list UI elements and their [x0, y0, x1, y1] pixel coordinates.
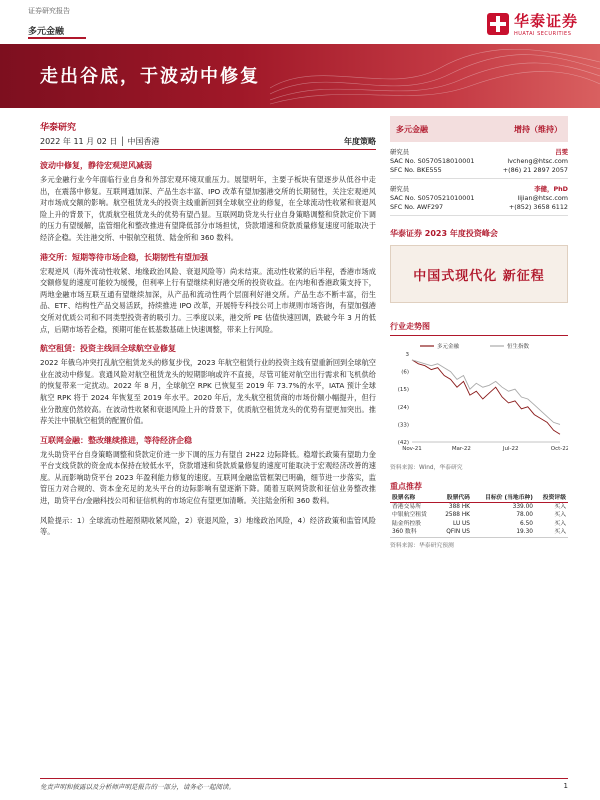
- x-tick-label: Nov-21: [402, 446, 422, 452]
- stock-name: 香港交易所: [392, 504, 421, 510]
- stock-rating: 买入: [535, 528, 568, 537]
- stock-rating: 买入: [554, 520, 566, 527]
- x-tick-label: Jul-22: [502, 446, 519, 452]
- y-tick-label: (24): [397, 404, 409, 411]
- stock-code: LU US: [453, 520, 470, 527]
- section: [40, 435, 376, 507]
- dateline: [40, 136, 376, 147]
- y-tick-label: 3: [405, 352, 409, 358]
- date-place: 2022 年 11 月 02 日 │ 中国香港: [40, 137, 160, 146]
- stock-code: QFIN US: [437, 528, 472, 537]
- section-heading: 港交所：短期等待市场企稳，长期韧性有望加强: [40, 252, 208, 262]
- table-row: [390, 520, 568, 528]
- brand-label: 华泰研究: [40, 123, 77, 133]
- risk-body: 风险提示：1）全球流动性超预期收紧风险，2）衰退风险，3）地缘政治风险，4）经济政策和监管风险等。: [40, 515, 376, 537]
- analyst-email[interactable]: lijian@htsc.com: [517, 194, 568, 202]
- report-kind: 年度策略: [344, 137, 376, 146]
- event-banner-image[interactable]: [390, 245, 568, 303]
- section-heading: 互联网金融：整改继续推进，等待经济企稳: [40, 435, 192, 445]
- legend-label: 恒生指数: [507, 344, 530, 350]
- research-brand: [40, 120, 76, 133]
- x-tick-label: Mar-22: [451, 446, 471, 452]
- trend-divider: [390, 335, 568, 336]
- trend-title: 行业走势图: [390, 322, 430, 331]
- stock-name: 360 数科: [390, 528, 437, 537]
- dateline-divider: [40, 149, 376, 150]
- footer-divider: [40, 778, 568, 779]
- col-header: 投资评级: [535, 495, 568, 503]
- section: [40, 252, 376, 336]
- target-price: 78.00: [516, 512, 533, 519]
- rating: 增持（维持）: [514, 124, 562, 134]
- series-line: [412, 360, 560, 425]
- analyst-sfc: SFC No. AWF297: [390, 203, 444, 211]
- analyst-card: [390, 148, 568, 179]
- industry-trend-chart: [390, 340, 568, 456]
- y-tick-label: (33): [397, 422, 409, 429]
- col-header: 目标价 (当地币种): [472, 495, 535, 503]
- table-row: [390, 511, 568, 519]
- analyst-phone: +(852) 3658 6112: [508, 203, 568, 211]
- chart-source: 资料来源：Wind，华泰研究: [390, 465, 463, 471]
- y-tick-label: (42): [397, 440, 409, 446]
- section: [40, 160, 376, 244]
- picks-source: 资料来源：华泰研究预测: [390, 542, 454, 549]
- sector-tag: 多元金融: [28, 27, 65, 37]
- target-price: 339.00: [512, 504, 533, 510]
- analyst-name: 吕雯: [555, 148, 568, 156]
- risk-note: [40, 515, 376, 538]
- analyst-card: [390, 185, 568, 216]
- sidebar-sector: 多元金融: [396, 124, 428, 134]
- analyst-sac: SAC No. S0570521010001: [390, 194, 475, 202]
- main-body: [40, 160, 376, 546]
- logo-en: HUATAI SECURITIES: [513, 31, 572, 37]
- title-banner: [0, 44, 600, 108]
- section: [40, 343, 376, 427]
- analyst-role: 研究员: [390, 185, 410, 193]
- analyst-role: 研究员: [390, 148, 410, 156]
- analyst-phone: +(86) 21 2897 2057: [502, 166, 568, 174]
- doc-type: 证券研究报告: [28, 7, 70, 15]
- stock-name: 中银航空租赁: [392, 512, 427, 519]
- page-number: 1: [563, 782, 568, 790]
- legend-label: 多元金融: [437, 344, 460, 350]
- x-tick-label: Oct-22: [550, 446, 568, 452]
- huatai-logo: [487, 10, 578, 37]
- event-banner-text: 中国式现代化 新征程: [413, 268, 545, 284]
- analyst-sac: SAC No. S0570518010001: [390, 157, 475, 165]
- picks-table: [390, 495, 568, 538]
- section-body: 2022 年俄乌冲突打乱航空租赁龙头的修复步伐，2023 年航空租赁行业的投资主线有望重新回到全球航空业在波动中修复。袁通风险对航空租赁龙头的短期影响或许不直接，尽管可能对航空出行需求和飞机供给的恢复带来一定扰动。2022 年 8 月，全球航空 RPK 已恢复至 2019 年 73.7%的水平，IATA 预计全球航空 RPK 将于 2024 年恢复至 2019 年水平。2020 年后，龙头航空租赁商的市场份额小幅提升，但行业分散度仍然较高。在波动性收紧和衰退风险上升的背景下，优质航空租赁龙头的优势有望更加突出。推荐关注中银航空租赁的配置价值。: [40, 358, 376, 426]
- col-header: 股票代码: [437, 495, 472, 503]
- section-body: 多元金融行业今年面临行业自身和外部宏观环境双重压力。展望明年，主要子板块有望逐步从低谷中走出，在震荡中修复。互联网通加深、产品生态丰富、IPO 改革有望加强港交所的长期韧性，关注宏观逆风对市场成交额的影响。航空租赁龙头的投资主线重新回到全球航空业的修复，在全球流动性收紧和衰退风险上升的背景下，优质航空租赁龙头的优势有望凸显。互联网助贷龙头行业自身策略调整和贷款定价下调的压力有望缓解，监管细化和整改推进有望降低部分市场担忧，贷款增速和贷款质量修复速度可能取决于经济企稳。关注港交所、中银航空租赁、陆金所和 360 数科。: [40, 175, 376, 242]
- logo-mark-icon: [487, 13, 509, 35]
- series-line: [412, 360, 560, 434]
- stock-name: 陆金所控股: [392, 520, 421, 527]
- stock-code: 2588 HK: [445, 512, 470, 519]
- section-heading: 波动中修复，静待宏观逆风减弱: [40, 161, 152, 170]
- y-tick-label: (15): [397, 387, 409, 394]
- sector-tag-underline: [28, 37, 86, 39]
- sidebar: [390, 116, 568, 549]
- report-title: 走出谷底，于波动中修复: [40, 66, 260, 87]
- stock-rating: 买入: [554, 512, 566, 519]
- stock-rating: 买入: [554, 504, 566, 510]
- rating-box: [390, 116, 568, 142]
- table-row: [390, 528, 568, 537]
- analyst-email[interactable]: lvcheng@htsc.com: [507, 157, 568, 165]
- banner-wave-decoration: [270, 44, 600, 108]
- picks-title: 重点推荐: [390, 482, 422, 491]
- stock-code: 388 HK: [448, 504, 470, 510]
- section-heading: 航空租赁：投资主线回全球航空业修复: [40, 344, 176, 354]
- target-price: 6.50: [520, 520, 533, 527]
- logo-cn: 华泰证券: [513, 12, 578, 30]
- analyst-sfc: SFC No. BKE555: [390, 166, 442, 174]
- col-header: 股票名称: [390, 495, 437, 503]
- footer-disclaimer: 免责声明和披露以及分析师声明是报告的一部分，请务必一起阅读。: [40, 783, 235, 791]
- section-body: 龙头助贷平台自身策略调整和贷款定价进一步下调的压力有望自 2H22 边际降低。稳增长政策有望助力金平台支线贷款的资金成本保持在较低水平，贷款增速和贷款质量修复的速度可能取决于宏观经济改善的速度。从而影响助贷平台 2023 年盈利能力修复的速度。互联网金融监管框架已明确，细节进一步落实，监管压力对合规的、资本金充足的龙头平台的边际影响有望逐渐下降。随着互联网贷款和征信业务整改推进，助贷平台/金融科技公司和征信机构的市场定位有望更加清晰。关注陆金所和 360 数科。: [40, 449, 376, 506]
- picks-header-row: [390, 495, 568, 503]
- target-price: 19.30: [472, 528, 535, 537]
- section-body: 宏观逆风（海外流动性收紧、地缘政治风险、衰退风险等）尚未结束。流动性收紧的后半程，香港市场成交额修复的速度可能较为缓慢，但利率上行有望继续利好港交所的投资收益。在内地和香港政策支持下，两地金融市场互联互通有望继续加深，从产品和流动性两个层面利好港交所。产品生态不断丰富，衍生品、ETF、结构性产品交易活跃，持续推进 IPO 改革，开展特专科技公司上市规则市场咨询，有望加强港交所对优质公司和不同类型投资者的吸引力。三季度以来，港交所 PE 估值快速回调，跌破今年 3 月的低点，后期市场若企稳，预期可能在低基数基础上快速调整，带来上行风险。: [40, 266, 376, 334]
- table-row: [390, 503, 568, 512]
- analyst-name: 李健，PhD: [534, 185, 568, 193]
- event-title: 华泰证券 2023 年度投资峰会: [390, 229, 498, 238]
- y-tick-label: (6): [401, 369, 409, 376]
